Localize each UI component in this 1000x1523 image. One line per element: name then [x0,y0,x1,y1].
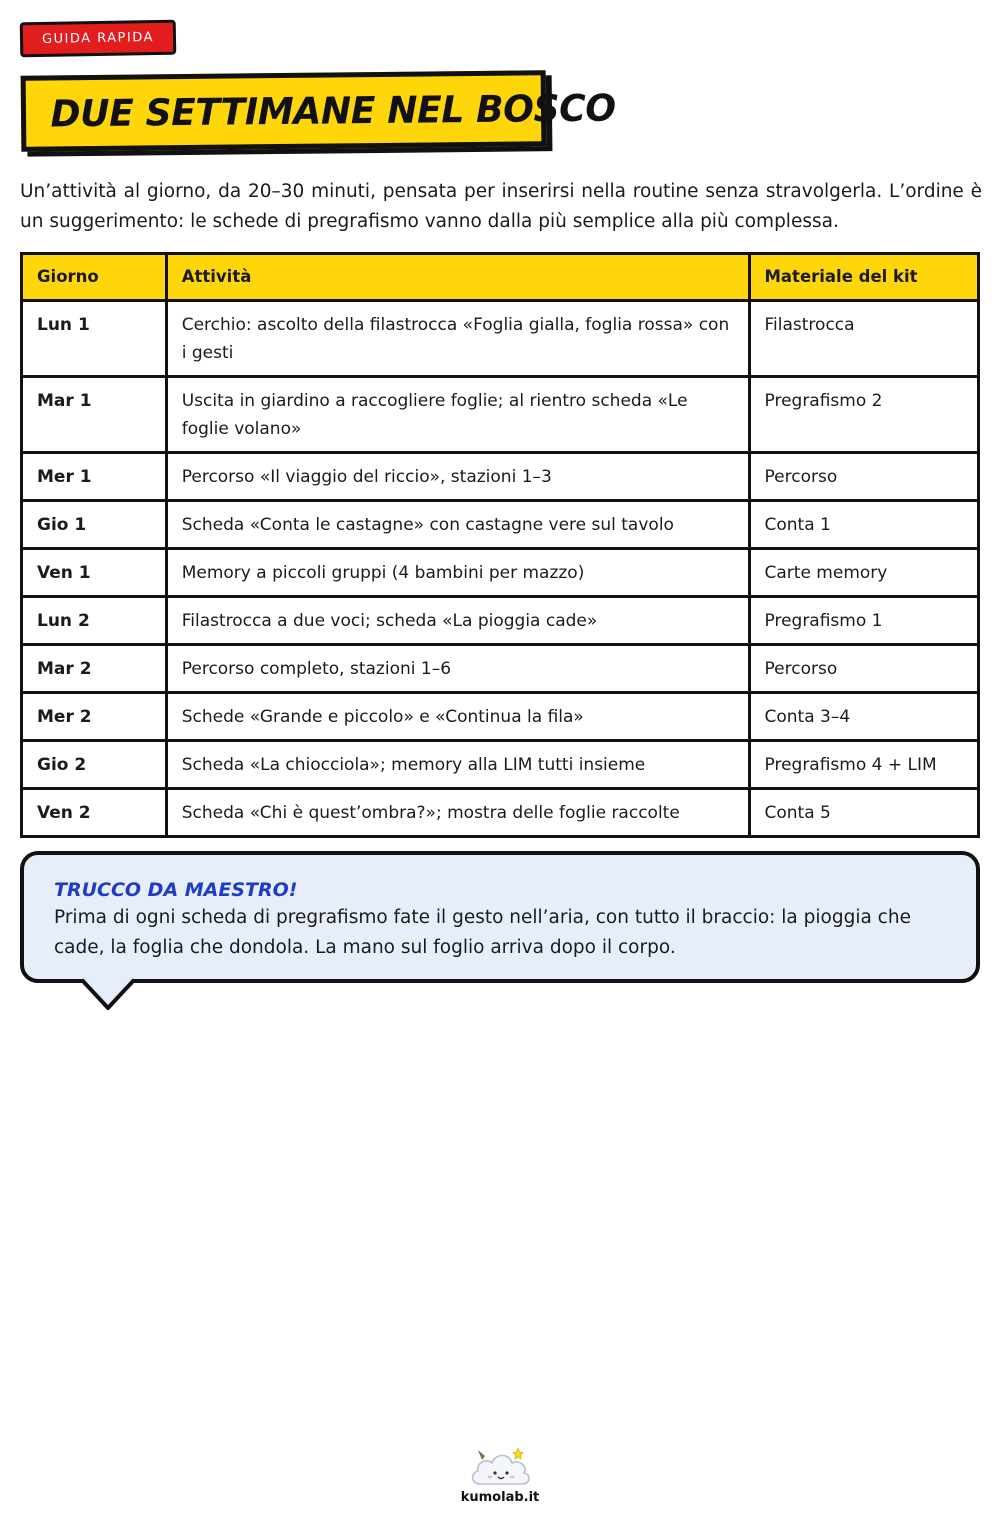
cell-activity: Filastrocca a due voci; scheda «La pioggia cade» [166,597,749,645]
cell-day: Gio 1 [22,501,167,549]
header-day: Giorno [22,254,167,301]
cell-material: Carte memory [749,549,979,597]
cloud-mascot-icon [468,1444,534,1490]
cell-material: Filastrocca [749,301,979,377]
schedule-table [20,252,980,838]
cell-day: Mar 2 [22,645,167,693]
table-row [22,301,979,377]
table-row [22,549,979,597]
table-row [22,645,979,693]
cell-day: Mer 2 [22,693,167,741]
tip-callout [20,851,980,983]
tip-body: Prima di ogni scheda di pregrafismo fate il gesto nell’aria, con tutto il braccio: la pioggia che cade, la foglia che dondola. La mano sul foglio arriva dopo il corpo. [54,907,911,958]
callout-tail-icon [82,978,142,1014]
title-banner [21,70,616,151]
cell-activity: Percorso completo, stazioni 1–6 [166,645,749,693]
cell-activity: Percorso «Il viaggio del riccio», stazioni 1–3 [166,453,749,501]
cell-activity: Scheda «Conta le castagne» con castagne vere sul tavolo [166,501,749,549]
cell-material: Percorso [749,645,979,693]
header-material: Materiale del kit [749,254,979,301]
cell-activity: Cerchio: ascolto della filastrocca «Foglia gialla, foglia rossa» con i gesti [166,301,749,377]
cell-activity: Schede «Grande e piccolo» e «Continua la fila» [166,693,749,741]
cell-material: Percorso [749,453,979,501]
cell-day: Gio 2 [22,741,167,789]
cell-material: Pregrafismo 4 + LIM [749,741,979,789]
page-title: DUE SETTIMANE NEL BOSCO [50,86,616,136]
cell-day: Mer 1 [22,453,167,501]
table-row [22,693,979,741]
table-row [22,453,979,501]
tip-title: TRUCCO DA MAESTRO! [54,879,298,901]
footer-brand: kumolab.it [460,1490,540,1505]
cell-material: Conta 5 [749,789,979,837]
table-header-row [22,254,979,301]
cell-day: Ven 2 [22,789,167,837]
cell-day: Lun 2 [22,597,167,645]
table-row [22,377,979,453]
cell-day: Mar 1 [22,377,167,453]
table-row [22,789,979,837]
table-row [22,741,979,789]
cell-day: Ven 1 [22,549,167,597]
table-row [22,501,979,549]
cell-activity: Scheda «Chi è quest’ombra?»; mostra delle foglie raccolte [166,789,749,837]
cell-activity: Scheda «La chiocciola»; memory alla LIM tutti insieme [166,741,749,789]
cell-day: Lun 1 [22,301,167,377]
header-activity: Attività [166,254,749,301]
intro-paragraph: Un’attività al giorno, da 20–30 minuti, pensata per inserirsi nella routine senza stravolgerla. L’ordine è un suggerimento: le schede di pregrafismo vanno dalla più semplice alla più complessa. [20,181,982,232]
table-row [22,597,979,645]
cell-activity: Memory a piccoli gruppi (4 bambini per mazzo) [166,549,749,597]
guide-badge: GUIDA RAPIDA [20,20,177,58]
cell-material: Conta 1 [749,501,979,549]
cell-material: Conta 3–4 [749,693,979,741]
cell-material: Pregrafismo 2 [749,377,979,453]
cell-activity: Uscita in giardino a raccogliere foglie; al rientro scheda «Le foglie volano» [166,377,749,453]
cell-material: Pregrafismo 1 [749,597,979,645]
